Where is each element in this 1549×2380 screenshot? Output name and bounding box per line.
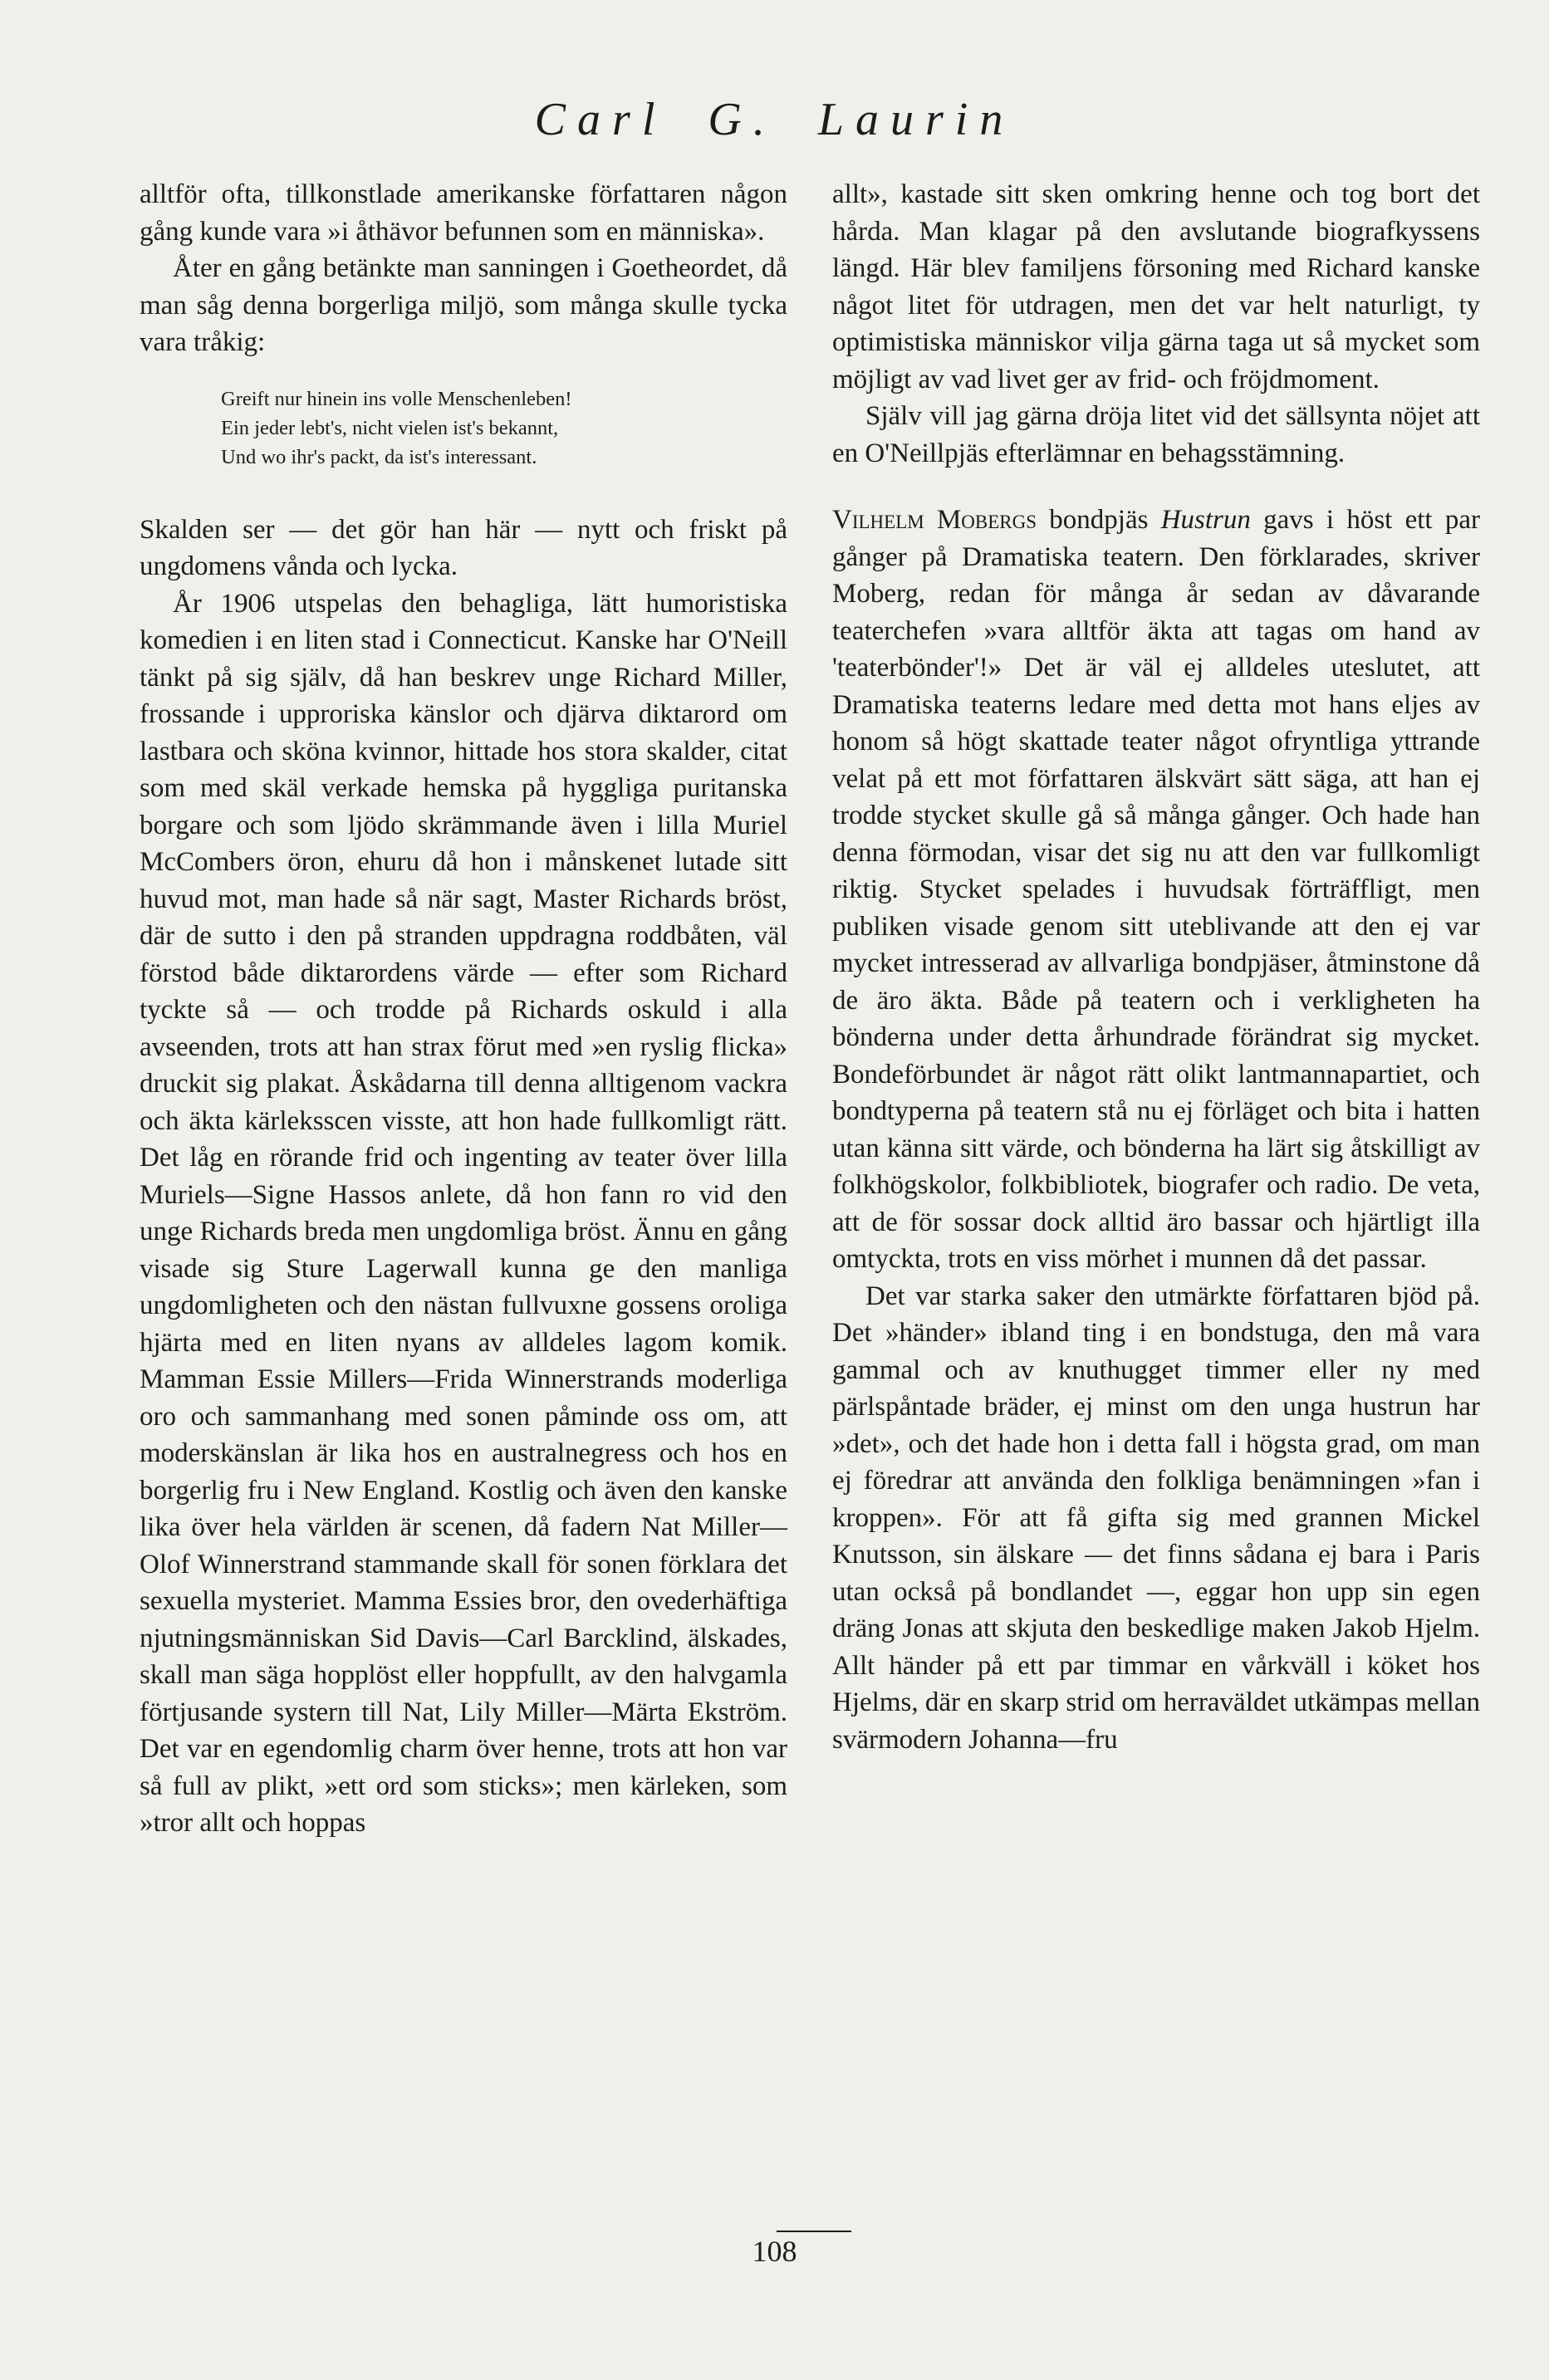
poem-quote bbox=[221, 384, 787, 472]
section-gap bbox=[832, 472, 1480, 502]
play-title: Hustrun bbox=[1160, 505, 1251, 535]
poem-line: Ein jeder lebt's, nicht vielen ist's bekannt, bbox=[221, 416, 559, 439]
paragraph: Skalden ser — det gör han här — nytt och friskt på ungdomens vånda och lycka. bbox=[140, 514, 787, 581]
paragraph: alltför ofta, tillkonstlade amerikanske författaren någon gång kunde vara »i åthävor befunnen som en människa». bbox=[140, 179, 787, 247]
folio-rule bbox=[777, 2231, 851, 2232]
page-number: 108 bbox=[752, 2235, 797, 2268]
left-column bbox=[140, 176, 787, 1842]
poem-line: Und wo ihr's packt, da ist's interessant. bbox=[221, 445, 537, 468]
running-head: Carl G. Laurin bbox=[534, 94, 1015, 145]
paragraph: År 1906 utspelas den behagliga, lätt humoristiska komedien i en liten stad i Connecticut. Kanske har O'Neill tänkt på sig själv, då han beskrev unge Richard Miller, frossande i upproriska känslor och djärva diktarord om lastbara och sköna kvinnor, hittade hos stora skalder, citat som med skäl verkade hemska på hyggliga puritanska borgare och som ljödo skrämmande även i lilla Muriel McCombers öron, ehuru då hon i månskenet lutade sitt huvud mot, man hade så när sagt, Master Richards bröst, där de sutto i den på stranden uppdragna roddbåten, väl förstod både diktarordens värde — efter som Richard tyckte så — och trodde på Richards oskuld i alla avseenden, trots att han strax förut med »en ryslig flicka» druckit sig plakat. Åskådarna till denna alltigenom vackra och äkta kärleksscen visste, att hon hade fullkomligt rätt. Det låg en rörande frid och ingenting av teater över lilla Muriels—Signe Hassos anlete, då hon fann ro vid den unge Richards breda men ungdomliga bröst. Ännu en gång visade sig Sture Lagerwall kunna ge den manliga ungdomligheten och den nästan fullvuxne gossens oroliga hjärta med en liten nyans av alldeles lagom komik. Mamman Essie Millers—Frida Winnerstrands moderliga oro och sammanhang med sonen påminde oss om, att moderskänslan är lika hos en australnegress och hos en borgerlig fru i New England. Kostlig och även den kanske lika över hela världen är scenen, då fadern Nat Miller—Olof Winnerstrand stammande skall för sonen förklara det sexuella mysteriet. Mamma Essies bror, den ovederhäftiga njutningsmänniskan Sid Davis—Carl Barcklind, älskades, skall man säga hopplöst eller hoppfullt, av den halvgamla förtjusande systern till Nat, Lily Miller—Märta Ekström. Det var en egendomlig charm över henne, trots att hon var så full av plikt, »ett ord som sticks»; men kärleken, som »tror allt och hoppas bbox=[140, 588, 787, 1838]
poem-line: Greift nur hinein ins volle Menschenleben! bbox=[221, 387, 572, 410]
paragraph: allt», kastade sitt sken omkring henne och tog bort det hårda. Man klagar på den avslutande biografkyssens längd. Här blev familjens försoning med Richard kanske något litet för utdragen, men det var helt naturligt, ty optimistiska människor vilja gärna taga ut så mycket som möjligt av vad livet ger av frid- och fröjdmoment. bbox=[832, 179, 1480, 394]
paragraph bbox=[832, 502, 1480, 1278]
text-run: gavs i höst ett par gånger på Dramatiska teatern. Den förklarades, skriver Moberg, redan för många år sedan av dåvarande teaterchefen »vara alltför äkta att tagas om hand av 'teaterbönder'!» Det är väl ej alldeles uteslutet, att Dramatiska teaterns ledare med detta mot hans eljes av honom så högt skattade teater något ofryntliga yttrande velat på ett mot författaren älskvärt sätt säga, att han ej trodde stycket skulle gå så många gånger. Och hade han denna förmodan, visar det sig nu att den var fullkomligt riktig. Stycket spelades i huvudsak förträffligt, men publiken visade genom sitt uteblivande att den ej var mycket intresserad av allvarliga bondpjäser, åtminstone då de äro äkta. Både på teatern och i verkligheten ha bönderna under detta århundrade förändrat sig mycket. Bondeförbundet är något rätt olikt lantmannapartiet, och bondtyperna på teatern stå nu ej förläget och bita i hatten utan känna sitt värde, och bönderna ha lärt sig åtskilligt av folkhögskolor, folkbibliotek, biografer och radio. De veta, att de för sossar dock alltid äro bassar och hjärtligt illa omtyckta, trots en viss mörhet i munnen då det passar. bbox=[832, 505, 1480, 1274]
text-run: bondpjäs bbox=[1037, 505, 1161, 535]
right-column bbox=[832, 176, 1480, 1758]
paragraph: Det var starka saker den utmärkte författaren bjöd på. Det »händer» ibland ting i en bondstuga, den må vara gammal och av knuthugget timmer eller ny med pärlspåntade bräder, ej minst om den unga hustrun har »det», och det hade hon i detta fall i högsta grad, om man ej föredrar att använda den folkliga benämningen »fan i kroppen». För att få gifta sig med grannen Mickel Knutsson, sin älskare — det finns sådana ej bara i Paris utan också på bondlandet —, eggar hon upp sin egen dräng Jonas att skjuta den beskedlige maken Jakob Hjelm. Allt händer på ett par timmar en vårkväll i köket hos Hjelms, där en skarp strid om herraväldet utkämpas mellan svärmodern Johanna—fru bbox=[832, 1281, 1480, 1755]
paragraph: Själv vill jag gärna dröja litet vid det sällsynta nöjet att en O'Neillpjäs efterlämnar en behagsstämning. bbox=[832, 401, 1480, 468]
paragraph: Åter en gång betänkte man sanningen i Goetheordet, då man såg denna borgerliga miljö, som många skulle tycka vara tråkig: bbox=[140, 253, 787, 357]
author-name: Vilhelm Mobergs bbox=[832, 505, 1037, 535]
